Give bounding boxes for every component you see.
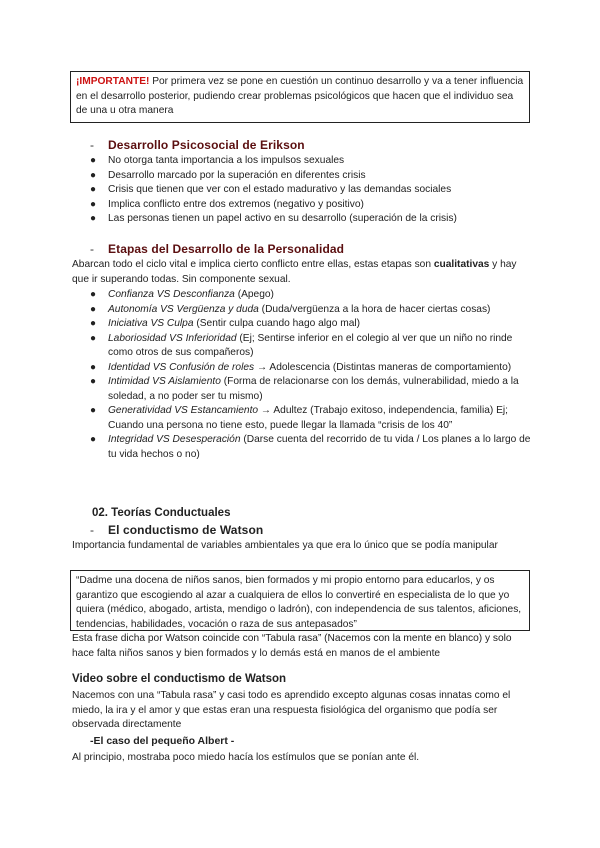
erikson-list-item <box>76 169 536 184</box>
etapas-list <box>76 288 532 462</box>
etapa-description: (Darse cuenta del recorrido de tu vida / Los planes a lo largo de tu vida hechos o no) <box>108 434 531 460</box>
important-label: ¡IMPORTANTE! <box>76 76 150 87</box>
watson-heading <box>90 523 263 537</box>
etapa-name: Identidad VS Confusión de roles <box>108 361 255 373</box>
erikson-list-item <box>76 183 536 198</box>
etapa-description: (Apego) <box>234 289 274 300</box>
etapas-intro-b: y hay que ir superando todas. Sin componente sexual. <box>72 259 517 285</box>
bullet-icon: ● <box>90 213 97 224</box>
etapa-name: Intimidad VS Aislamiento <box>108 376 221 387</box>
etapa-list-item <box>76 433 532 462</box>
etapa-description: (Ej; Sentirse inferior en el colegio al ver que un niño no rinde como otros de sus compañeros) <box>108 332 513 358</box>
bullet-icon: ● <box>90 434 97 445</box>
erikson-item-text: Crisis que tienen que ver con el estado madurativo y las demandas sociales <box>108 184 452 195</box>
etapas-intro <box>72 258 532 287</box>
heading-dash: - <box>90 242 95 256</box>
erikson-heading <box>90 138 305 152</box>
etapa-name: Iniciativa VS Culpa <box>108 318 194 329</box>
bullet-icon: ● <box>90 318 97 329</box>
albert-heading-trail: - <box>227 735 235 747</box>
erikson-item-text: Implica conflicto entre dos extremos (negativo y positivo) <box>108 198 364 210</box>
etapa-list-item <box>76 404 532 433</box>
etapas-heading-text: Etapas del Desarrollo de la Personalidad <box>108 242 345 256</box>
etapa-description: (Sentir culpa cuando hago algo mal) <box>193 318 361 329</box>
erikson-item-text: No otorga tanta importancia a los impulsos sexuales <box>108 155 345 166</box>
etapa-description: (Forma de relacionarse con los demás, vulnerabilidad, miedo a la soledad, a no poder ser tu mismo) <box>108 376 519 402</box>
etapa-list-item <box>76 303 532 318</box>
erikson-list-item <box>76 198 536 213</box>
etapa-list-item <box>76 288 532 303</box>
watson-intro: Importancia fundamental de variables ambientales ya que era lo único que se podía manipular <box>72 540 498 551</box>
erikson-item-text: Desarrollo marcado por la superación en diferentes crisis <box>108 169 366 181</box>
bullet-icon: ● <box>90 155 97 166</box>
albert-text: Al principio, mostraba poco miedo hacía los estímulos que se ponían ante él. <box>72 752 420 763</box>
etapa-name: Integridad VS Desesperación <box>108 434 241 445</box>
bullet-icon: ● <box>90 303 97 315</box>
bullet-icon: ● <box>90 376 97 387</box>
bullet-icon: ● <box>90 289 97 300</box>
etapa-description: → Adolescencia (Distintas maneras de comportamiento) <box>254 361 512 373</box>
bullet-icon: ● <box>90 198 97 210</box>
watson-quote-box: “Dadme una docena de niños sanos, bien formados y mi propio entorno para educarlos, y os garantizo que escogiendo al azar a cualquiera de ellos lo convertiré en especialista de lo que yo quiera (médico, abogado, artista, mendigo o ladrón), con independencia de sus talentos, aficiones, tendencias, habilidades, vocación o raza de sus antepasados” <box>70 570 530 631</box>
watson-heading-text: El conductismo de Watson <box>108 523 264 537</box>
albert-heading-text: El caso del pequeño Albert <box>93 735 228 747</box>
albert-heading <box>90 735 234 747</box>
section-02-heading: 02. Teorías Conductuales <box>92 507 231 519</box>
etapa-list-item <box>76 375 532 404</box>
erikson-list <box>76 154 536 227</box>
etapa-name: Autonomía VS Vergüenza y duda <box>108 303 259 315</box>
bullet-icon: ● <box>90 169 97 181</box>
erikson-heading-text: Desarrollo Psicosocial de Erikson <box>108 138 305 152</box>
video-text: Nacemos con una “Tabula rasa” y casi todo es aprendido excepto algunas cosas innatas como el miedo, la ira y el amor y que estas eran una respuesta fisiológica del organismo que podía ser observada directamente <box>72 690 511 730</box>
etapas-intro-a: Abarcan todo el ciclo vital e implica cierto conflicto entre ellas, estas etapas son <box>72 259 434 270</box>
bullet-icon: ● <box>90 361 97 373</box>
etapa-list-item <box>76 317 532 332</box>
etapas-intro-bold: cualitativas <box>433 259 490 270</box>
important-text: Por primera vez se pone en cuestión un continuo desarrollo y va a tener influencia en el desarrollo posterior, pudiendo crear problemas psicológicos que hacen que el individuo sea de una u otra manera <box>76 76 524 116</box>
etapa-list-item <box>76 361 532 376</box>
erikson-list-item <box>76 212 536 227</box>
etapa-description: → Adultez (Trabajo exitoso, independencia, familia) Ej; Cuando una persona no tiene esto, puede llegar la llamada “crisis de los 40” <box>108 405 508 431</box>
etapa-list-item <box>76 332 532 361</box>
watson-after: Esta frase dicha por Watson coincide con “Tabula rasa” (Nacemos con la mente en blanco) y solo hace falta niños sanos y bien formados y lo demás está en manos de el ambiente <box>72 633 512 659</box>
bullet-icon: ● <box>90 332 97 344</box>
important-note-box <box>70 71 530 123</box>
heading-dash: - <box>90 735 94 747</box>
heading-dash: - <box>90 138 95 152</box>
heading-dash: - <box>90 523 95 537</box>
etapa-name: Laboriosidad VS Inferioridad <box>108 332 237 344</box>
erikson-item-text: Las personas tienen un papel activo en su desarrollo (superación de la crisis) <box>108 213 457 224</box>
etapa-description: (Duda/vergüenza a la hora de hacer ciertas cosas) <box>258 303 491 315</box>
erikson-list-item <box>76 154 536 169</box>
etapa-name: Confianza VS Desconfianza <box>108 289 235 300</box>
bullet-icon: ● <box>90 405 97 416</box>
etapas-heading <box>90 242 344 256</box>
bullet-icon: ● <box>90 184 97 195</box>
video-heading: Video sobre el conductismo de Watson <box>72 673 287 685</box>
etapa-name: Generatividad VS Estancamiento <box>108 405 259 416</box>
